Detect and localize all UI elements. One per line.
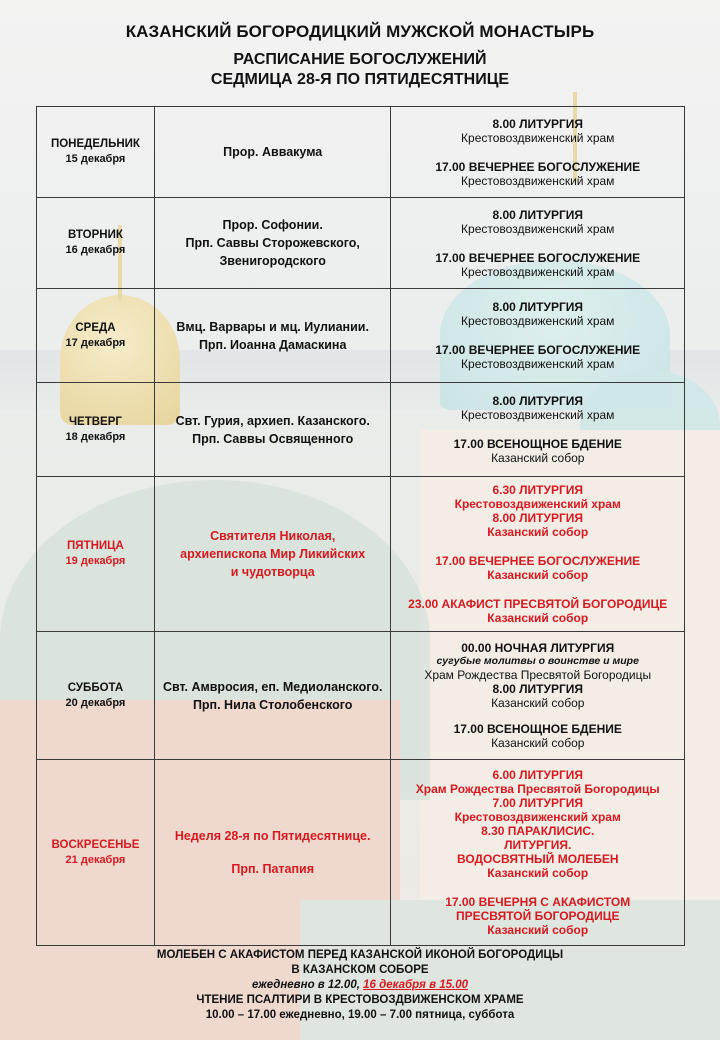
day-cell [37, 760, 155, 946]
table-row [37, 198, 685, 289]
service-title: 8.00 ЛИТУРГИЯ [492, 511, 584, 525]
service-title: 17.00 ВЕЧЕРНЕЕ БОГОСЛУЖЕНИЕ [435, 554, 641, 568]
day-date: 16 декабря [65, 244, 126, 256]
service-place: Крестовоздвиженский храм [461, 130, 615, 145]
day-name: ПЯТНИЦА [67, 540, 124, 552]
service-title: 8.00 ЛИТУРГИЯ [492, 116, 584, 131]
schedule-title: РАСПИСАНИЕ БОГОСЛУЖЕНИЙ [233, 51, 487, 68]
service-title: 8.00 ЛИТУРГИЯ [492, 207, 584, 222]
day-date: 21 декабря [65, 853, 126, 866]
saint-line: Неделя 28-я по Пятидесятнице. [174, 829, 371, 843]
table-row [37, 107, 685, 198]
saint-line: Прп. Саввы Сторожевского, [185, 236, 360, 250]
service-title: ЛИТУРГИЯ. [504, 838, 572, 852]
day-cell [37, 107, 155, 198]
service-place: Казанский собор [487, 923, 589, 937]
table-row [37, 383, 685, 477]
day-cell [37, 477, 155, 632]
service-place: Крестовоздвиженский храм [454, 497, 621, 511]
header [0, 0, 720, 90]
service-title: 17.00 ВЕЧЕРНЯ С АКАФИСТОМ [445, 895, 631, 909]
service-place: Храм Рождества Пресвятой Богородицы [415, 782, 660, 796]
day-date: 15 декабря [65, 153, 126, 165]
day-cell [37, 198, 155, 289]
moleben-times [0, 978, 720, 993]
table-row [37, 760, 685, 946]
saint-line: Святителя Николая, [210, 529, 336, 543]
services-cell [391, 632, 685, 760]
saints-cell [154, 477, 391, 632]
day-cell [37, 632, 155, 760]
day-date: 17 декабря [65, 336, 126, 349]
service-title: ВОДОСВЯТНЫЙ МОЛЕБЕН [456, 852, 619, 866]
service-place: Казанский собор [491, 696, 585, 710]
day-name: ЧЕТВЕРГ [68, 415, 122, 428]
saint-line: Свт. Гурия, архиеп. Казанского. [175, 413, 370, 428]
daily-exception: 16 декабря в 15.00 [363, 979, 469, 991]
saint-line: Вмц. Варвары и мц. Иулиании. [176, 319, 369, 334]
service-place: Крестовоздвиженский храм [461, 357, 615, 371]
service-note: сугубые молитвы о воинстве и мире [436, 655, 639, 667]
service-place: Крестовоздвиженский храм [461, 173, 615, 188]
saints-cell [154, 632, 391, 760]
moleben-line-1: МОЛЕБЕН С АКАФИСТОМ ПЕРЕД КАЗАНСКОЙ ИКОНОЙ БОГОРОДИЦЫ [156, 949, 564, 961]
day-date: 20 декабря [65, 696, 126, 709]
week-title: СЕДМИЦА 28-Я ПО ПЯТИДЕСЯТНИЦЕ [210, 71, 510, 88]
service-title: 8.00 ЛИТУРГИЯ [492, 682, 584, 696]
service-place: Казанский собор [487, 525, 589, 539]
service-title: 7.00 ЛИТУРГИЯ [492, 796, 584, 810]
day-name: ВОСКРЕСЕНЬЕ [51, 838, 140, 851]
day-cell [37, 289, 155, 383]
services-cell [391, 107, 685, 198]
psalter-title: ЧТЕНИЕ ПСАЛТИРИ В КРЕСТОВОЗДВИЖЕНСКОМ ХРАМЕ [196, 994, 524, 1006]
daily-prefix: ежедневно в 12.00, [251, 979, 360, 991]
day-name: ПОНЕДЕЛЬНИК [50, 138, 140, 150]
day-name: СРЕДА [75, 321, 116, 334]
saints-cell [154, 383, 391, 477]
services-cell [391, 198, 685, 289]
service-title: 17.00 ВСЕНОЩНОЕ БДЕНИЕ [453, 437, 622, 451]
service-place: Крестовоздвиженский храм [461, 221, 615, 236]
service-place: Казанский собор [487, 866, 589, 880]
service-title: 17.00 ВЕЧЕРНЕЕ БОГОСЛУЖЕНИЕ [435, 343, 641, 357]
saint-line: архиепископа Мир Ликийских [180, 547, 366, 561]
service-title: 00.00 НОЧНАЯ ЛИТУРГИЯ [461, 641, 615, 655]
saint-line: Прп. Патапия [231, 862, 315, 876]
day-name: СУББОТА [67, 681, 124, 694]
day-cell [37, 383, 155, 477]
service-place: Крестовоздвиженский храм [454, 810, 621, 824]
service-title: ПРЕСВЯТОЙ БОГОРОДИЦЕ [455, 909, 620, 923]
day-name: ВТОРНИК [68, 229, 123, 241]
saint-line: Свт. Амвросия, еп. Медиоланского. [162, 679, 383, 694]
services-cell [391, 289, 685, 383]
moleben-line-2: В КАЗАНСКОМ СОБОРЕ [291, 964, 429, 976]
saints-cell [154, 760, 391, 946]
service-place: Крестовоздвиженский храм [461, 408, 615, 422]
day-date: 19 декабря [65, 555, 126, 567]
service-title: 17.00 ВЕЧЕРНЕЕ БОГОСЛУЖЕНИЕ [435, 250, 641, 265]
saint-line: Прп. Иоанна Дамаскина [198, 337, 347, 352]
service-title: 17.00 ВЕЧЕРНЕЕ БОГОСЛУЖЕНИЕ [435, 159, 641, 174]
saints-cell [154, 198, 391, 289]
service-title: 6.30 ЛИТУРГИЯ [492, 483, 584, 497]
service-title: 6.00 ЛИТУРГИЯ [492, 768, 584, 782]
psalter-hours: 10.00 – 17.00 ежедневно, 19.00 – 7.00 пятница, суббота [205, 1009, 515, 1021]
table-row [37, 289, 685, 383]
service-title: 8.00 ЛИТУРГИЯ [492, 394, 584, 408]
services-cell [391, 383, 685, 477]
services-cell [391, 477, 685, 632]
schedule-table [36, 106, 685, 946]
service-place: Казанский собор [491, 451, 585, 465]
service-place: Казанский собор [491, 736, 585, 750]
table-row [37, 477, 685, 632]
monastery-title: КАЗАНСКИЙ БОГОРОДИЦКИЙ МУЖСКОЙ МОНАСТЫРЬ [125, 22, 595, 41]
saint-line: Прор. Аввакума [223, 145, 323, 159]
saint-line: Прп. Саввы Освященного [192, 431, 354, 446]
footer [0, 948, 720, 1023]
saint-line: Прор. Софонии. [222, 218, 323, 232]
saint-line: и чудотворца [230, 565, 315, 579]
saints-cell [154, 289, 391, 383]
service-place: Храм Рождества Пресвятой Богородицы [424, 668, 652, 682]
service-title: 8.00 ЛИТУРГИЯ [492, 300, 584, 314]
service-title: 17.00 ВСЕНОЩНОЕ БДЕНИЕ [453, 722, 622, 736]
saint-line: Прп. Нила Столобенского [192, 697, 353, 712]
service-place: Крестовоздвиженский храм [461, 264, 615, 279]
service-title: 8.30 ПАРАКЛИСИС. [481, 824, 595, 838]
service-place: Казанский собор [487, 568, 589, 582]
saint-line: Звенигородского [219, 254, 326, 268]
service-place: Казанский собор [487, 611, 589, 625]
services-cell [391, 760, 685, 946]
service-place: Крестовоздвиженский храм [461, 314, 615, 328]
day-date: 18 декабря [65, 430, 126, 443]
table-row [37, 632, 685, 760]
saints-cell [154, 107, 391, 198]
service-title: 23.00 АКАФИСТ ПРЕСВЯТОЙ БОГОРОДИЦЕ [408, 597, 668, 611]
